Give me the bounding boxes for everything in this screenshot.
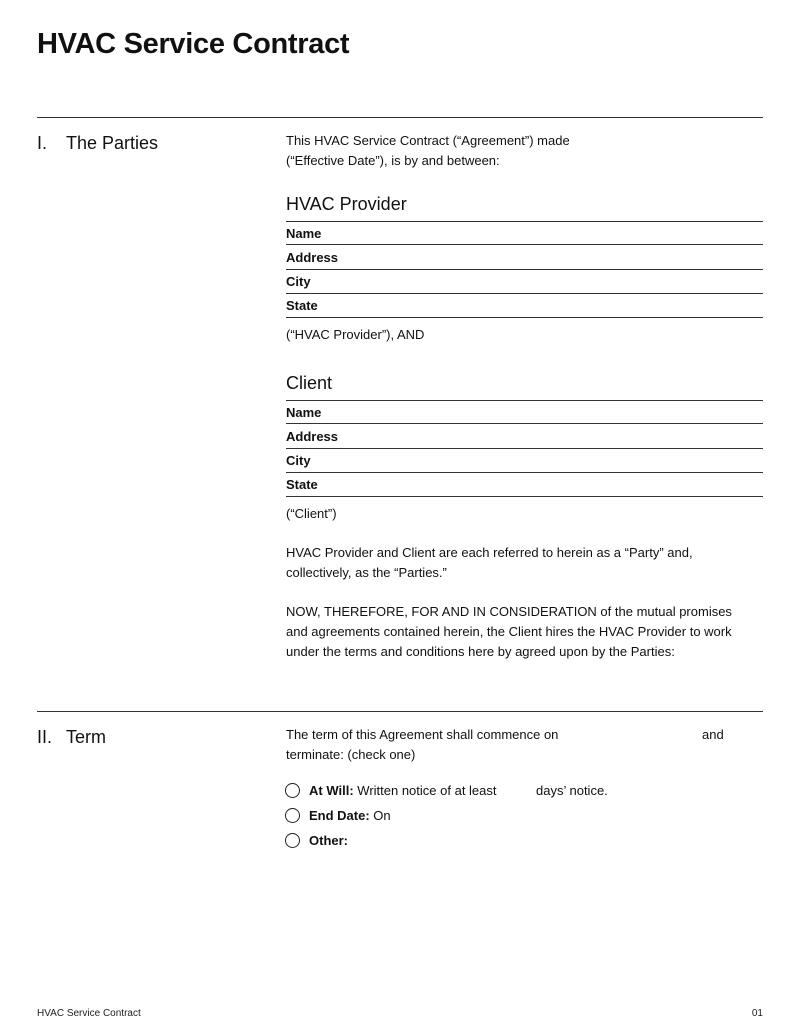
radio-button[interactable]: [285, 783, 300, 798]
client-heading: Client: [286, 373, 333, 393]
term-option-other[interactable]: [285, 833, 348, 849]
page-title: HVAC Service Contract: [37, 28, 350, 60]
consideration-line: under the terms and conditions here by agreed upon by the Parties:: [286, 644, 675, 659]
provider-state-field[interactable]: State: [286, 294, 763, 318]
provider-city-field[interactable]: City: [286, 270, 763, 294]
client-suffix: (“Client”): [286, 506, 337, 521]
term-option-end-date[interactable]: [285, 808, 391, 824]
party-definition-line: collectively, as the “Parties.”: [286, 565, 447, 580]
term-option-at-will[interactable]: [285, 783, 497, 799]
section-number: II.: [37, 727, 53, 747]
footer-title: HVAC Service Contract: [37, 1008, 141, 1019]
radio-button[interactable]: [285, 808, 300, 823]
client-city-field[interactable]: City: [286, 449, 763, 473]
term-line-end: and: [702, 727, 724, 742]
page-number: 01: [751, 1008, 763, 1019]
consideration-line: and agreements contained herein, the Client hires the HVAC Provider to work: [286, 624, 732, 639]
provider-address-field[interactable]: Address: [286, 246, 763, 270]
client-name-field[interactable]: Name: [286, 400, 763, 424]
intro-line: (“Effective Date”), is by and between:: [286, 153, 500, 168]
option-label: At Will:: [309, 783, 354, 798]
provider-name-field[interactable]: Name: [286, 221, 763, 245]
option-text-after: days’ notice.: [536, 783, 608, 798]
option-label: Other:: [309, 833, 348, 848]
radio-button[interactable]: [285, 833, 300, 848]
section-title: The Parties: [66, 133, 159, 153]
section-title: Term: [66, 727, 106, 747]
term-line: terminate: (check one): [286, 747, 416, 762]
provider-suffix: (“HVAC Provider”), AND: [286, 327, 425, 342]
option-text: On: [373, 808, 391, 823]
section-divider: [37, 711, 763, 712]
option-label: End Date:: [309, 808, 370, 823]
section-number: I.: [37, 133, 48, 153]
option-text: Written notice of at least: [357, 783, 497, 798]
section-divider: [37, 117, 763, 118]
client-address-field[interactable]: Address: [286, 425, 763, 449]
term-line: The term of this Agreement shall commence on: [286, 727, 559, 742]
intro-line: This HVAC Service Contract (“Agreement”) made: [286, 133, 570, 148]
provider-heading: HVAC Provider: [286, 194, 407, 214]
client-state-field[interactable]: State: [286, 473, 763, 497]
party-definition-line: HVAC Provider and Client are each referred to herein as a “Party” and,: [286, 545, 693, 560]
consideration-line: NOW, THEREFORE, FOR AND IN CONSIDERATION of the mutual promises: [286, 604, 732, 619]
